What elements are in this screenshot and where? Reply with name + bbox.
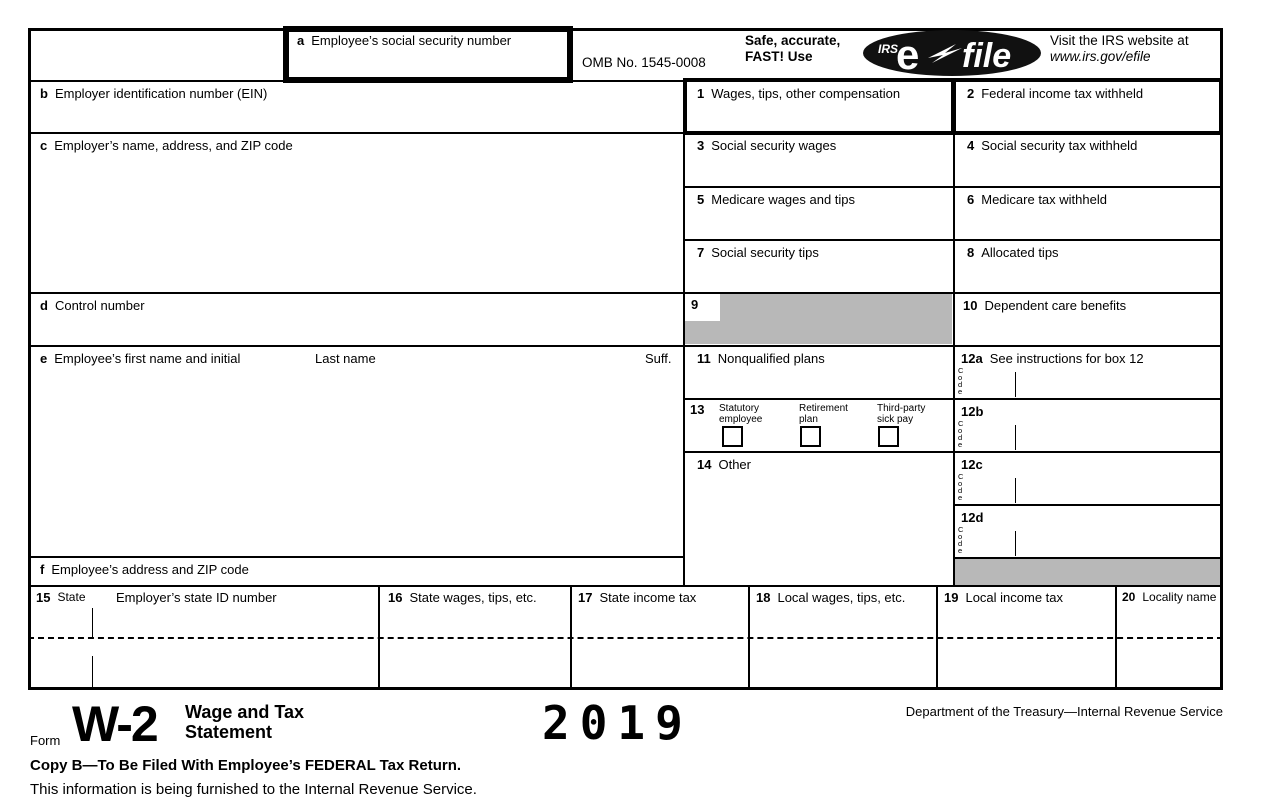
grid-line xyxy=(953,557,1223,559)
state-code-divider-row1 xyxy=(92,608,93,637)
omb-number: OMB No. 1545-0008 xyxy=(582,55,706,70)
box-4-input[interactable] xyxy=(965,158,1215,182)
box-1-label: 1 Wages, tips, other compensation xyxy=(697,86,901,101)
grid-line xyxy=(28,132,683,134)
box-15-label: 15 State xyxy=(36,590,86,605)
last-name-label: Last name xyxy=(315,351,376,366)
box-3-label: 3 Social security wages xyxy=(697,138,837,153)
state-input-row2[interactable] xyxy=(34,650,90,686)
box-13-label: 13 xyxy=(690,402,705,417)
box-f-label: f Employee’s address and ZIP code xyxy=(40,562,249,577)
state-tax-input-row1[interactable] xyxy=(574,610,744,635)
employee-address-input[interactable] xyxy=(36,462,676,552)
state-id-input-row2[interactable] xyxy=(98,650,374,686)
box-12d-code-input[interactable] xyxy=(968,529,1012,553)
efile-file-text: file xyxy=(962,37,1012,75)
box-16-label: 16 State wages, tips, etc. xyxy=(388,590,537,605)
grid-line xyxy=(953,80,955,585)
furnished-note-text: This information is being furnished to the Internal Revenue Service. xyxy=(30,781,477,798)
grid-line xyxy=(28,585,1223,587)
efile-irs-text: IRS xyxy=(878,42,899,56)
box-7-input[interactable] xyxy=(695,264,945,288)
box-12d-label: 12d xyxy=(961,510,984,525)
box-12a-label: 12a See instructions for box 12 xyxy=(961,351,1144,366)
box-e-label: e Employee’s first name and initial xyxy=(40,351,241,366)
state-wages-input-row2[interactable] xyxy=(382,650,566,686)
box-10-input[interactable] xyxy=(965,317,1215,341)
grid-line xyxy=(936,585,938,690)
box-12a-code-input[interactable] xyxy=(968,370,1012,394)
control-number-input[interactable] xyxy=(36,316,676,342)
irs-efile-logo-icon xyxy=(862,29,1042,78)
box-12b-amount-input[interactable] xyxy=(1020,423,1215,447)
state-wages-input-row1[interactable] xyxy=(382,610,566,635)
box-8-input[interactable] xyxy=(965,264,1215,288)
statutory-employee-checkbox[interactable] xyxy=(722,426,743,447)
third-party-sick-pay-checkbox[interactable] xyxy=(878,426,899,447)
locality-name-input-row2[interactable] xyxy=(1119,650,1219,686)
employee-name-input[interactable] xyxy=(36,370,676,460)
grid-line xyxy=(683,80,685,585)
state-tax-input-row2[interactable] xyxy=(574,650,744,686)
code-divider-12a xyxy=(1015,372,1016,397)
copy-b-text: Copy B—To Be Filed With Employee’s FEDERAL Tax Return. xyxy=(30,757,462,774)
box-4-label: 4 Social security tax withheld xyxy=(967,138,1138,153)
box-a-label: a Employee’s social security number xyxy=(297,33,512,48)
box-d-label: d Control number xyxy=(40,298,145,313)
box-12d-code-label: Code xyxy=(958,525,964,555)
grid-line xyxy=(378,585,380,690)
grid-line xyxy=(28,292,1223,294)
state-code-divider-row2 xyxy=(92,656,93,690)
form-number: W-2 xyxy=(72,696,157,752)
box-12c-label: 12c xyxy=(961,457,983,472)
box-20-label: 20 Locality name xyxy=(1122,590,1217,604)
statutory-employee-label: Statutory employee xyxy=(719,403,763,425)
box-15-id-label: Employer’s state ID number xyxy=(116,590,277,605)
grid-line xyxy=(570,585,572,690)
ein-input[interactable] xyxy=(36,104,676,128)
box-7-label: 7 Social security tips xyxy=(697,245,819,260)
third-party-sick-pay-label: Third-party sick pay xyxy=(877,403,926,425)
state-input-row1[interactable] xyxy=(34,610,90,635)
grid-line xyxy=(28,556,683,558)
code-divider-12d xyxy=(1015,531,1016,556)
state-id-input-row1[interactable] xyxy=(98,610,374,635)
code-divider-12b xyxy=(1015,425,1016,450)
suffix-label: Suff. xyxy=(645,351,672,366)
box-2-label: 2 Federal income tax withheld xyxy=(967,86,1144,101)
box-12c-code-label: Code xyxy=(958,472,964,502)
local-wages-input-row2[interactable] xyxy=(752,650,932,686)
box-12b-code-input[interactable] xyxy=(968,423,1012,447)
box-17-label: 17 State income tax xyxy=(578,590,697,605)
box-18-label: 18 Local wages, tips, etc. xyxy=(756,590,906,605)
employer-name-address-input[interactable] xyxy=(36,158,676,288)
form-title: Wage and Tax Statement xyxy=(185,702,305,742)
box-12a-amount-input[interactable] xyxy=(1020,370,1215,394)
retirement-plan-checkbox[interactable] xyxy=(800,426,821,447)
grid-line xyxy=(953,504,1223,506)
local-tax-input-row2[interactable] xyxy=(940,650,1111,686)
state-row-dashed-divider xyxy=(28,637,1223,639)
box-12c-amount-input[interactable] xyxy=(1020,476,1215,500)
box-6-input[interactable] xyxy=(965,211,1215,235)
box-3-input[interactable] xyxy=(695,158,945,182)
box-12b-code-label: Code xyxy=(958,419,964,449)
grid-line xyxy=(28,345,1223,347)
box-9-label: 9 xyxy=(691,297,699,312)
box-12c-code-input[interactable] xyxy=(968,476,1012,500)
box-5-input[interactable] xyxy=(695,211,945,235)
department-text: Department of the Treasury—Internal Revenue Service xyxy=(905,704,1223,719)
local-tax-input-row1[interactable] xyxy=(940,610,1111,635)
box-8-label: 8 Allocated tips xyxy=(967,245,1059,260)
box-14-input[interactable] xyxy=(695,477,945,577)
box-11-input[interactable] xyxy=(695,370,945,394)
box-10-label: 10 Dependent care benefits xyxy=(963,298,1127,313)
box-14-label: 14 Other xyxy=(697,457,751,472)
box-6-label: 6 Medicare tax withheld xyxy=(967,192,1107,207)
box-12d-amount-input[interactable] xyxy=(1020,529,1215,553)
local-wages-input-row1[interactable] xyxy=(752,610,932,635)
visit-irs-text: Visit the IRS website at www.irs.gov/efile xyxy=(1050,33,1189,64)
efile-e-text: e xyxy=(896,31,920,78)
box-2-input[interactable] xyxy=(965,104,1215,130)
box-c-label: c Employer’s name, address, and ZIP code xyxy=(40,138,293,153)
locality-name-input-row1[interactable] xyxy=(1119,610,1219,635)
form-word: Form xyxy=(30,733,61,748)
form-year: 2019 xyxy=(542,696,693,750)
box-12a-code-label: Code xyxy=(958,366,964,396)
retirement-plan-label: Retirement plan xyxy=(799,403,848,425)
grid-line xyxy=(748,585,750,690)
box-12b-label: 12b xyxy=(961,404,984,419)
box-5-label: 5 Medicare wages and tips xyxy=(697,192,856,207)
ssn-input[interactable] xyxy=(292,50,564,78)
safe-accurate-text: Safe, accurate, FAST! Use xyxy=(745,33,841,64)
box-11-label: 11 Nonqualified plans xyxy=(697,351,825,366)
box-1-input[interactable] xyxy=(695,104,945,130)
grid-line xyxy=(1115,585,1117,690)
box-19-label: 19 Local income tax xyxy=(944,590,1064,605)
box-b-label: b Employer identification number (EIN) xyxy=(40,86,268,101)
code-divider-12c xyxy=(1015,478,1016,503)
